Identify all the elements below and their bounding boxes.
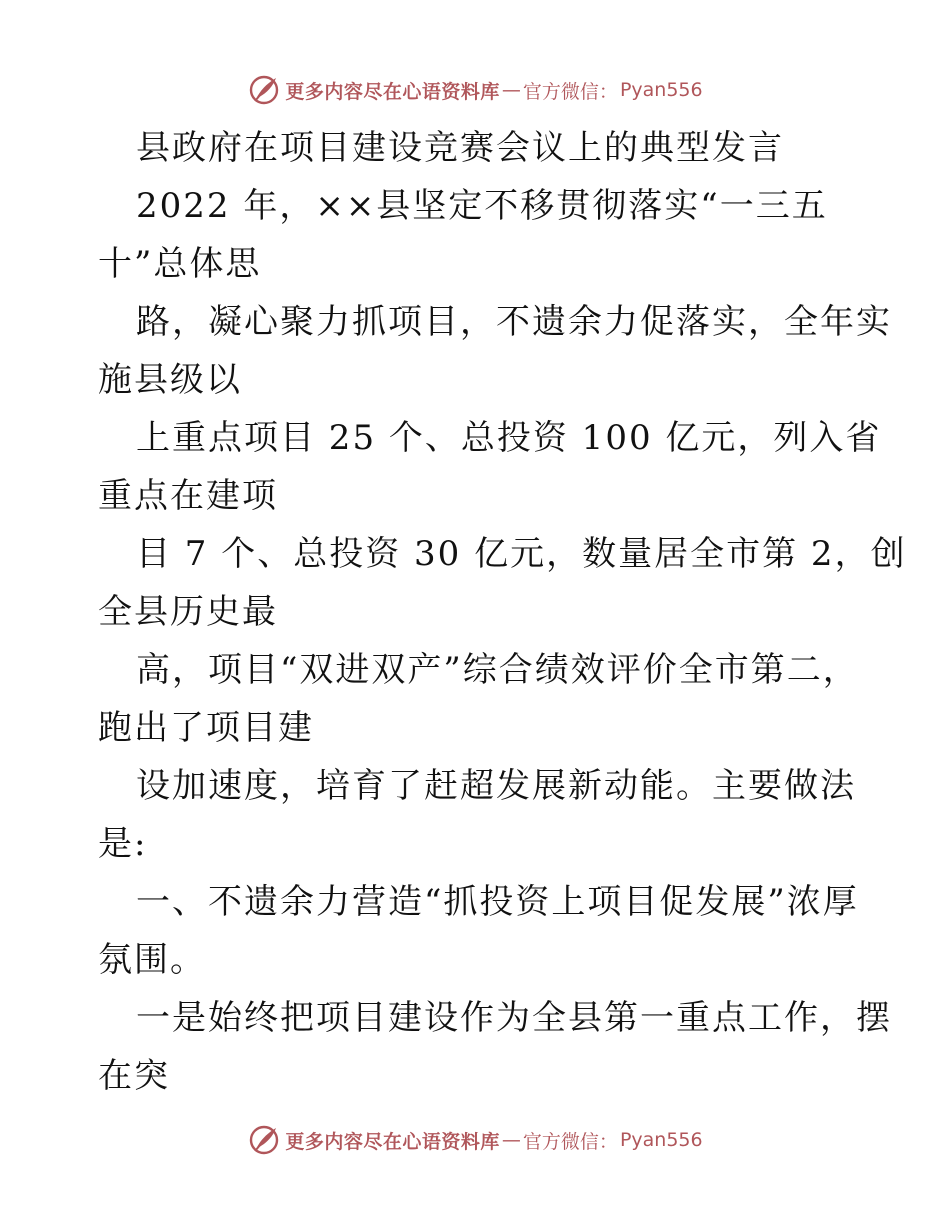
text-line: 高，项目“双进双产”综合绩效评价全市第二， [136,650,859,690]
watermark-handle: Pyan556 [619,79,703,101]
text-line: 目 7 个、总投资 30 亿元，数量居全市第 2，创 [136,534,907,574]
text-line: 重点在建项 [98,476,278,516]
text-line: 上重点项目 25 个、总投资 100 亿元，列入省 [136,418,882,458]
footer-watermark [0,1120,950,1160]
watermark-handle: Pyan556 [619,1129,703,1151]
watermark-separator: — [501,79,521,101]
text-line: 跑出了项目建 [98,708,314,748]
feather-quill-circle-icon [247,1123,281,1157]
text-line: 一是始终把项目建设作为全县第一重点工作，摆 [136,998,892,1038]
text-line: 设加速度，培育了赶超发展新动能。主要做法 [136,766,856,806]
document-title: 县政府在项目建设竞赛会议上的典型发言 [136,128,784,168]
watermark-main-text: 更多内容尽在心语资料库 [285,1130,500,1153]
text-line: 氛围。 [98,940,206,980]
text-line: 在突 [98,1056,170,1096]
text-line: 是: [98,824,148,864]
watermark-official-label: 官方微信： [522,80,618,103]
watermark-main-text: 更多内容尽在心语资料库 [285,80,500,103]
text-line: 施县级以 [98,360,242,400]
text-line: 全县历史最 [98,592,278,632]
section-heading: 一、不遗余力营造“抓投资上项目促发展”浓厚 [136,882,859,922]
text-line: 十”总体思 [98,244,262,284]
text-line: 2022 年，××县坚定不移贯彻落实“一三五 [136,186,828,226]
watermark-separator: — [501,1129,521,1151]
watermark-official-label: 官方微信： [522,1130,618,1153]
text-line: 路，凝心聚力抓项目，不遗余力促落实，全年实 [136,302,892,342]
